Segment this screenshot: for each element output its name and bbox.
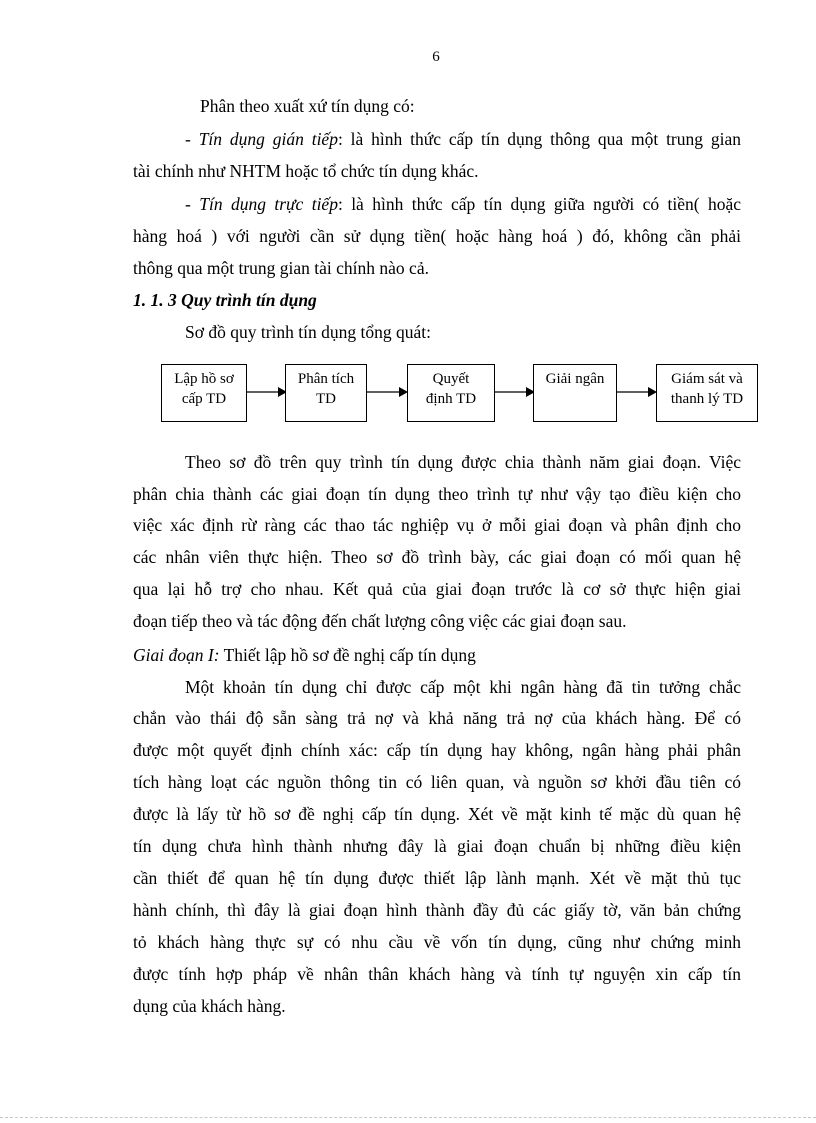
flow-step-3	[407, 364, 495, 422]
flow-step-1-line-1: Lập hồ sơ	[174, 371, 234, 387]
para1-line-5: qua lại hỗ trợ cho nhau. Kết quả của giai đoạn trước là cơ sở thực hiện giai	[133, 579, 741, 599]
flow-step-4-line-1: Giải ngân	[545, 371, 605, 387]
para1-line-4: các nhân viên thực hiện. Theo sơ đồ trình bày, các giai đoạn có mối quan hệ	[133, 547, 741, 567]
para1-line-3: việc xác định rừ ràng các thao tác nghiệp vụ ở mỗi giai đoạn và phân định cho	[133, 515, 741, 535]
flow-step-5	[656, 364, 758, 422]
stage1-label: Giai đoạn I:	[133, 645, 220, 665]
para2-line-6: tín dụng chưa hình thành nhưng đây là giai đoạn chuẩn bị những điều kiện	[133, 836, 741, 856]
direct-credit-line-2: hàng hoá ) với người cần sử dụng tiền( hoặc hàng hoá ) đó, không cần phải	[133, 226, 741, 246]
flow-step-4	[533, 364, 617, 422]
page-bottom-rule	[0, 1117, 816, 1118]
flow-step-2-line-2: TD	[316, 391, 336, 407]
indirect-credit-def: : là hình thức cấp tín dụng thông qua một trung gian	[337, 129, 741, 149]
section-heading: 1. 1. 3 Quy trình tín dụng	[133, 290, 317, 310]
para1-line-1: Theo sơ đồ trên quy trình tín dụng được chia thành năm giai đoạn. Việc	[185, 452, 741, 472]
flow-arrow-1	[247, 384, 287, 400]
flow-step-5-line-1: Giám sát và	[671, 371, 743, 387]
flow-arrow-3	[495, 384, 535, 400]
indirect-credit-line-1	[185, 127, 741, 151]
para2-line-7: cần thiết để quan hệ tín dụng được thiết lập lành mạnh. Xét về mặt thủ tục	[133, 868, 741, 888]
direct-credit-term: Tín dụng trực tiếp	[199, 194, 338, 214]
flow-step-1-line-2: cấp TD	[181, 391, 227, 407]
flow-step-3-line-2: định TD	[425, 391, 477, 407]
page-number: 6	[432, 49, 440, 65]
direct-dash: -	[185, 194, 200, 214]
para2-line-3: được một quyết định chính xác: cấp tín dụng hay không, ngân hàng phải phân	[133, 740, 741, 760]
diagram-caption: Sơ đồ quy trình tín dụng tổng quát:	[185, 322, 431, 342]
flow-step-1	[161, 364, 247, 422]
flow-step-3-line-1: Quyết	[432, 371, 470, 387]
direct-credit-def: : là hình thức cấp tín dụng giữa người có tiền( hoặc	[337, 194, 741, 214]
indirect-dash: -	[185, 129, 199, 149]
para2-line-2: chắn vào thái độ sẵn sàng trả nợ và khả năng trả nợ của khách hàng. Để có	[133, 708, 741, 728]
flow-arrow-2	[367, 384, 408, 400]
intro-line: Phân theo xuất xứ tín dụng có:	[200, 96, 415, 116]
para1-line-6: đoạn tiếp theo và tác động đến chất lượng công việc các giai đoạn sau.	[133, 611, 627, 631]
para2-line-5: được là lấy từ hồ sơ đề nghị cấp tín dụng. Xét về mặt kinh tế mặc dù quan hệ	[133, 804, 741, 824]
indirect-credit-term: Tín dụng gián tiếp	[198, 129, 338, 149]
stage1-heading	[133, 643, 741, 667]
direct-credit-line-3: thông qua một trung gian tài chính nào cả.	[133, 258, 429, 278]
para2-line-8: hành chính, thì đây là giai đoạn hình thành đầy đủ các giấy tờ, văn bản chứng	[133, 900, 741, 920]
direct-credit-line-1	[185, 192, 741, 216]
flow-arrow-4	[617, 384, 657, 400]
para2-line-1: Một khoản tín dụng chỉ được cấp một khi ngân hàng đã tin tưởng chắc	[185, 677, 741, 697]
flow-step-2	[285, 364, 367, 422]
flow-step-2-line-1: Phân tích	[297, 371, 355, 387]
para2-line-11: dụng của khách hàng.	[133, 996, 286, 1016]
para2-line-9: tỏ khách hàng thực sự có nhu cầu về vốn tín dụng, cũng như chứng minh	[133, 932, 741, 952]
stage1-title: Thiết lập hồ sơ đề nghị cấp tín dụng	[219, 645, 476, 665]
para2-line-10: được tính hợp pháp về nhân thân khách hàng và tính tự nguyện xin cấp tín	[133, 964, 741, 984]
indirect-credit-line-2: tài chính như NHTM hoặc tổ chức tín dụng khác.	[133, 161, 479, 181]
flow-step-5-line-2: thanh lý TD	[670, 391, 744, 407]
para2-line-4: tích hàng loạt các nguồn thông tin có liên quan, và nguồn sơ khởi đầu tiên có	[133, 772, 741, 792]
para1-line-2: phân chia thành các giai đoạn tín dụng theo trình tự như vậy tạo điều kiện cho	[133, 484, 741, 504]
